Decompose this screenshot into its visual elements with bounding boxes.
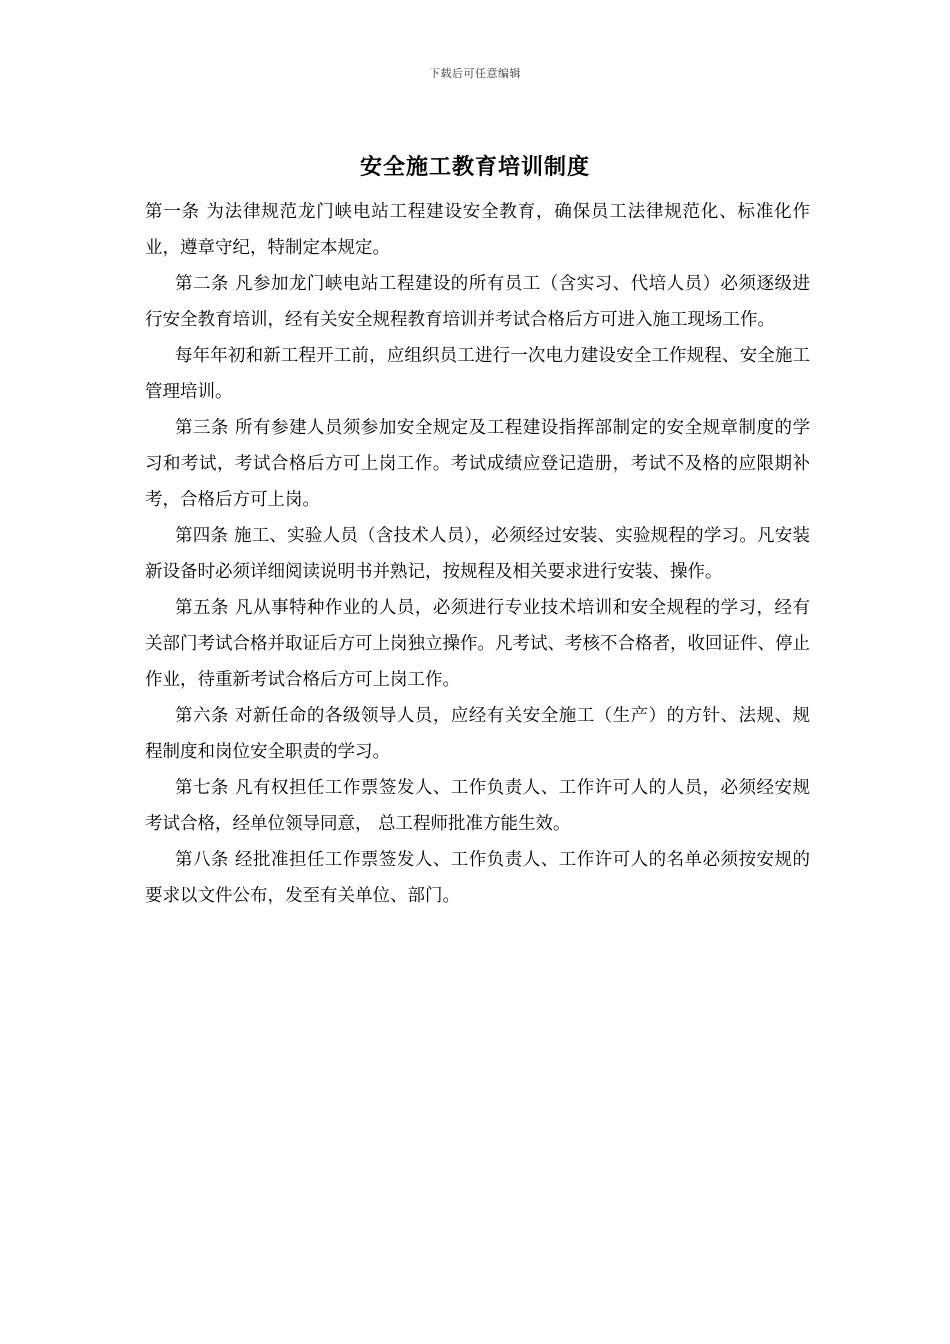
header-note: 下载后可任意编辑 [429, 67, 521, 80]
paragraph-annual-training: 每年年初和新工程开工前，应组织员工进行一次电力建设安全工作规程、安全施工管理培训。 [145, 346, 810, 402]
document-title: 安全施工教育培训制度 [359, 155, 590, 180]
paragraph-article-8: 第八条 经批准担任工作票签发人、工作负责人、工作许可人的名单必须按安规的要求以文件公布，发至有关单位、部门。 [145, 850, 810, 906]
paragraph-article-5: 第五条 凡从事特种作业的人员，必须进行专业技术培训和安全规程的学习，经有关部门考试合格并取证后方可上岗独立操作。凡考试、考核不合格者，收回证件、停止作业，待重新考试合格后方可上岗工作。 [145, 598, 810, 690]
paragraph-article-2: 第二条 凡参加龙门峡电站工程建设的所有员工（含实习、代培人员）必须逐级进行安全教育培训，经有关安全规程教育培训并考试合格后方可进入施工现场工作。 [145, 274, 810, 330]
document-body [145, 194, 810, 914]
paragraph-article-3: 第三条 所有参建人员须参加安全规定及工程建设指挥部制定的安全规章制度的学习和考试，考试合格后方可上岗工作。考试成绩应登记造册，考试不及格的应限期补考，合格后方可上岗。 [145, 418, 810, 510]
paragraph-article-6: 第六条 对新任命的各级领导人员，应经有关安全施工（生产）的方针、法规、规程制度和岗位安全职责的学习。 [145, 706, 810, 762]
paragraph-article-7: 第七条 凡有权担任工作票签发人、工作负责人、工作许可人的人员，必须经安规考试合格，经单位领导同意， 总工程师批准方能生效。 [145, 778, 810, 834]
paragraph-article-1: 第一条 为法律规范龙门峡电站工程建设安全教育，确保员工法律规范化、标准化作业，遵章守纪，特制定本规定。 [145, 202, 810, 258]
paragraph-article-4: 第四条 施工、实验人员（含技术人员），必须经过安装、实验规程的学习。凡安装新设备时必须详细阅读说明书并熟记，按规程及相关要求进行安装、操作。 [145, 526, 810, 582]
